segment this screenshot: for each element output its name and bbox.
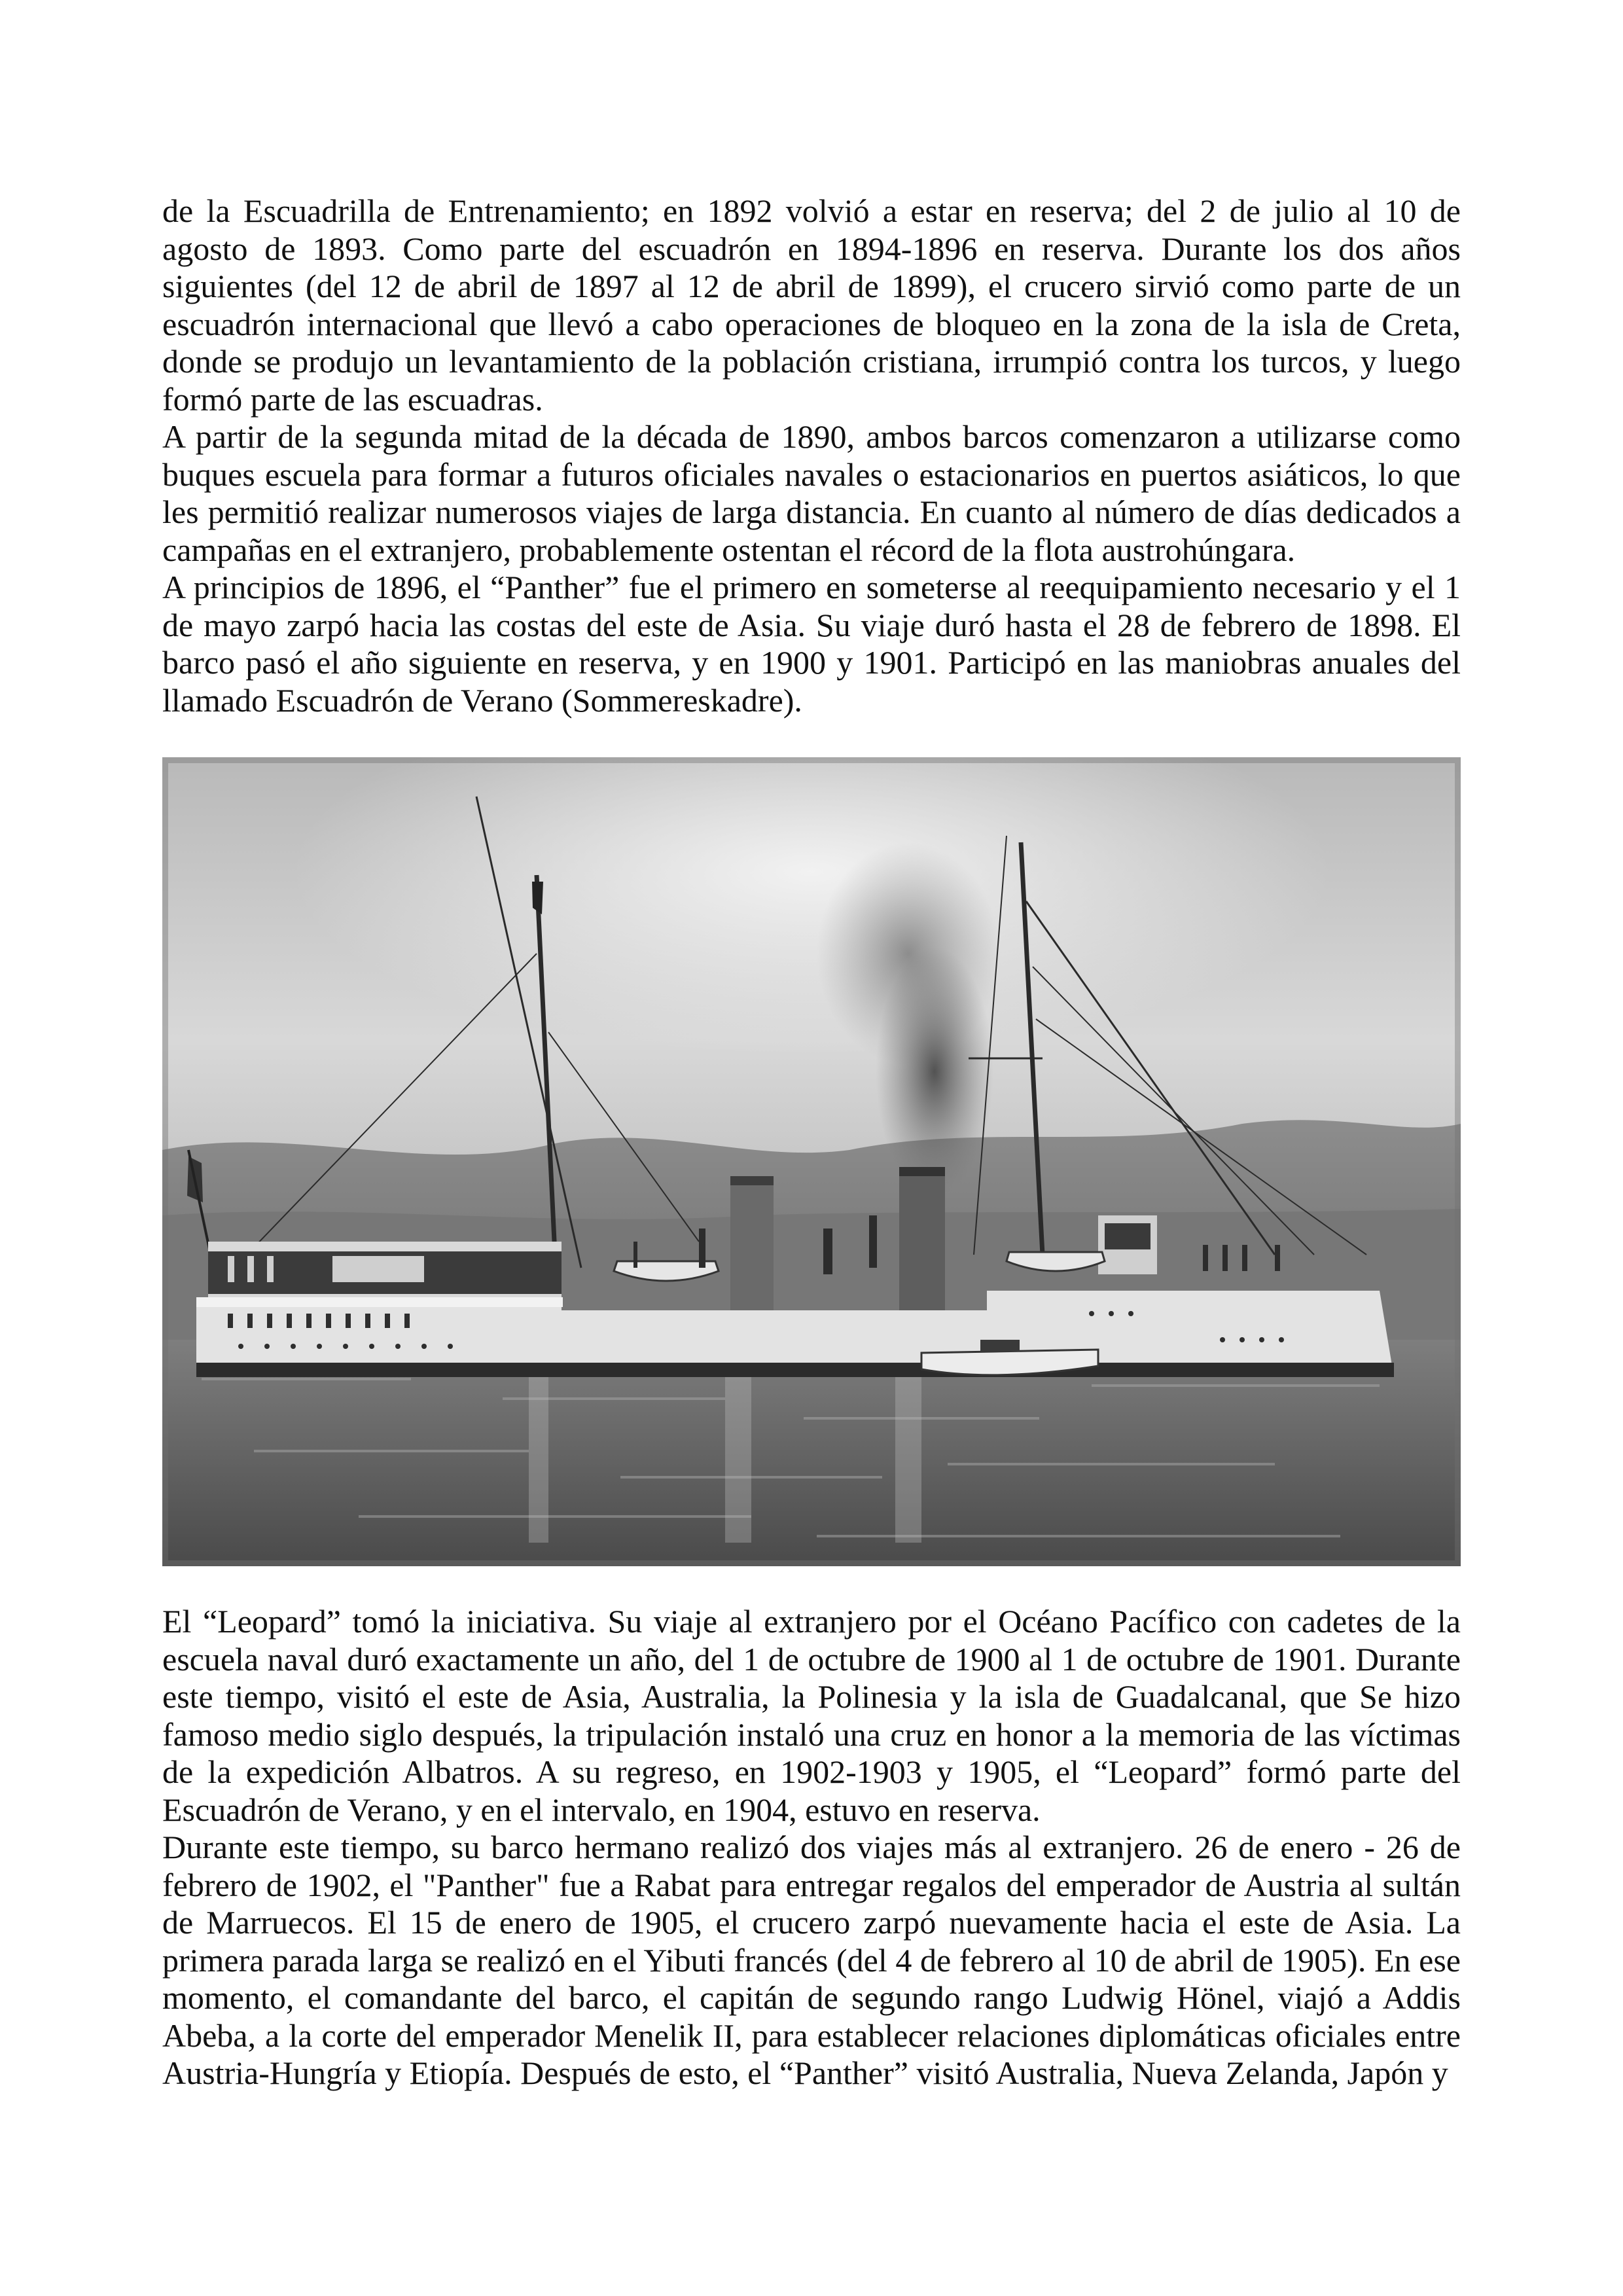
ship-photo-illustration bbox=[162, 757, 1461, 1566]
paragraph: de la Escuadrilla de Entrenamiento; en 1892 volvió a estar en reserva; del 2 de julio al 10 de agosto de 1893. Como parte del escuadrón en 1894-1896 en reserva. Durante los dos años siguientes (del 12 de abril de 1897 al 12 de abril de 1899), el crucero sirvió como parte de un escuadrón internacional que llevó a cabo operaciones de bloqueo en la zona de la isla de Creta, donde se produjo un levantamiento de la población cristiana, irrumpió contra los turcos, y luego formó parte de las escuadras. bbox=[162, 192, 1461, 418]
text-block-top bbox=[162, 192, 1461, 719]
ship-photograph bbox=[162, 757, 1461, 1566]
text-block-bottom bbox=[162, 1603, 1461, 2092]
paragraph: A partir de la segunda mitad de la década de 1890, ambos barcos comenzaron a utilizarse como buques escuela para formar a futuros oficiales navales o estacionarios en puertos asiáticos, lo que les permitió realizar numerosos viajes de larga distancia. En cuanto al número de días dedicados a campañas en el extranjero, probablemente ostentan el récord de la flota austrohúngara. bbox=[162, 418, 1461, 568]
paragraph: Durante este tiempo, su barco hermano realizó dos viajes más al extranjero. 26 de enero - 26 de febrero de 1902, el "Panther" fue a Rabat para entregar regalos del emperador de Austria al sultán de Marruecos. El 15 de enero de 1905, el crucero zarpó nuevamente hacia el este de Asia. La primera parada larga se realizó en el Yibuti francés (del 4 de febrero al 10 de abril de 1905). En ese momento, el comandante del barco, el capitán de segundo rango Ludwig Hönel, viajó a Addis Abeba, a la corte del emperador Menelik II, para establecer relaciones diplomáticas oficiales entre Austria-Hungría y Etiopía. Después de esto, el “Panther” visitó Australia, Nueva Zelanda, Japón y bbox=[162, 1829, 1461, 2091]
paragraph: El “Leopard” tomó la iniciativa. Su viaje al extranjero por el Océano Pacífico con cadetes de la escuela naval duró exactamente un año, del 1 de octubre de 1900 al 1 de octubre de 1901. Durante este tiempo, visitó el este de Asia, Australia, la Polinesia y la isla de Guadalcanal, que Se hizo famoso medio siglo después, la tripulación instaló una cruz en honor a la memoria de las víctimas de la expedición Albatros. A su regreso, en 1902-1903 y 1905, el “Leopard” formó parte del Escuadrón de Verano, y en el intervalo, en 1904, estuvo en reserva. bbox=[162, 1603, 1461, 1828]
paragraph: A principios de 1896, el “Panther” fue el primero en someterse al reequipamiento necesario y el 1 de mayo zarpó hacia las costas del este de Asia. Su viaje duró hasta el 28 de febrero de 1898. El barco pasó el año siguiente en reserva, y en 1900 y 1901. Participó en las maniobras anuales del llamado Escuadrón de Verano (Sommereskadre). bbox=[162, 569, 1461, 719]
